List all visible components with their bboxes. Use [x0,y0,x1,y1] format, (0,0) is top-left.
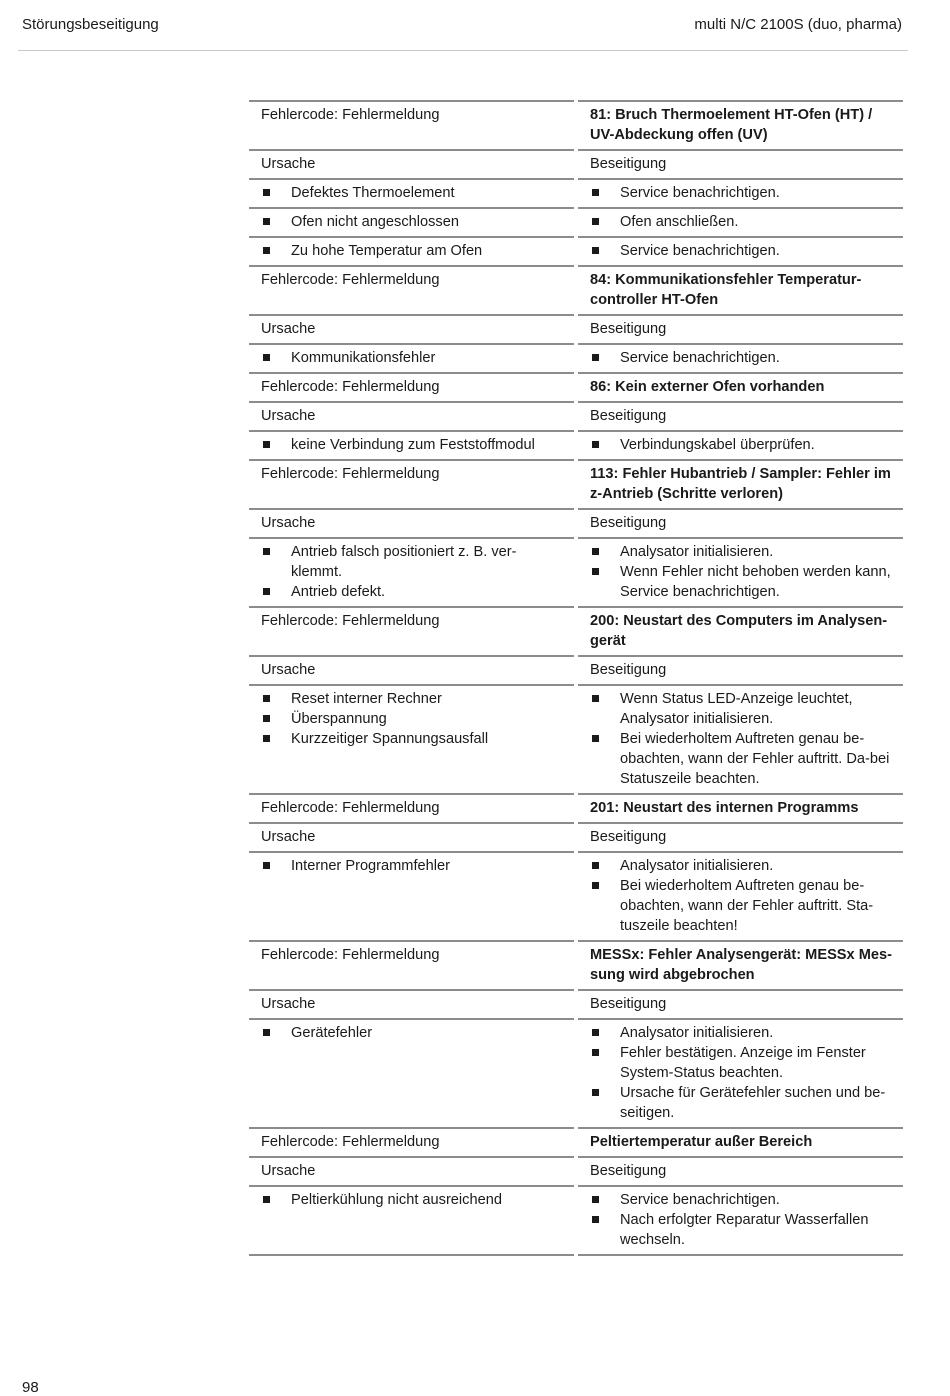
cause-remedy-row [249,236,903,265]
cause-item: Interner Programmfehler [261,856,566,876]
cause-cell [249,430,574,459]
remedy-item: Ursache für Gerätefehler suchen und be-seitigen. [590,1083,895,1123]
error-code-label: Fehlercode: Fehlermeldung [249,100,574,149]
error-message: 201: Neustart des internen Programms [578,793,903,822]
cause-item: Gerätefehler [261,1023,566,1043]
cause-item: Überspannung [261,709,566,729]
remedy-item: Wenn Fehler nicht behoben werden kann, Service benachrichtigen. [590,562,895,602]
header-rule [18,50,908,51]
cause-label: Ursache [249,1156,574,1185]
page-number: 98 [22,1379,39,1396]
cause-remedy-row [249,1185,903,1256]
column-label-row [249,149,903,178]
cause-item: keine Verbindung zum Feststoffmodul [261,435,566,455]
cause-item: Kurzzeitiger Spannungsausfall [261,729,566,749]
remedy-label: Beseitigung [578,822,903,851]
remedy-item: Service benachrichtigen. [590,241,895,261]
cause-label: Ursache [249,655,574,684]
cause-cell [249,343,574,372]
cause-item: Antrieb defekt. [261,582,566,602]
remedy-cell [578,851,903,940]
column-label-row [249,822,903,851]
remedy-item: Service benachrichtigen. [590,183,895,203]
cause-remedy-row [249,684,903,793]
cause-remedy-row [249,851,903,940]
remedy-cell [578,1185,903,1256]
cause-item: Kommunikationsfehler [261,348,566,368]
error-header-row [249,793,903,822]
remedy-label: Beseitigung [578,401,903,430]
remedy-item: Verbindungskabel überprüfen. [590,435,895,455]
error-message: 200: Neustart des Computers im Analysen-gerät [578,606,903,655]
column-label-row [249,401,903,430]
cause-remedy-row [249,537,903,606]
remedy-item: Nach erfolgter Reparatur Wasserfallen wechseln. [590,1210,895,1250]
cause-label: Ursache [249,149,574,178]
error-header-row [249,940,903,989]
error-message: 113: Fehler Hubantrieb / Sampler: Fehler im z-Antrieb (Schritte verloren) [578,459,903,508]
cause-item: Ofen nicht angeschlossen [261,212,566,232]
cause-cell [249,1185,574,1256]
remedy-item: Bei wiederholtem Auftreten genau be-obachten, wann der Fehler auftritt. Da-bei Statuszeile beachten. [590,729,895,789]
error-header-row [249,459,903,508]
remedy-label: Beseitigung [578,1156,903,1185]
error-code-label: Fehlercode: Fehlermeldung [249,793,574,822]
cause-remedy-row [249,430,903,459]
remedy-cell [578,537,903,606]
cause-cell [249,537,574,606]
remedy-label: Beseitigung [578,149,903,178]
cause-label: Ursache [249,822,574,851]
remedy-label: Beseitigung [578,508,903,537]
error-code-table [249,100,903,1256]
column-label-row [249,1156,903,1185]
cause-item: Peltierkühlung nicht ausreichend [261,1190,566,1210]
cause-item: Antrieb falsch positioniert z. B. ver-klemmt. [261,542,566,582]
column-label-row [249,989,903,1018]
error-code-label: Fehlercode: Fehlermeldung [249,265,574,314]
cause-item: Zu hohe Temperatur am Ofen [261,241,566,261]
cause-label: Ursache [249,989,574,1018]
error-message: Peltiertemperatur außer Bereich [578,1127,903,1156]
running-header-section: Störungsbeseitigung [22,16,159,33]
error-header-row [249,606,903,655]
running-header-product: multi N/C 2100S (duo, pharma) [694,16,902,33]
error-header-row [249,265,903,314]
cause-label: Ursache [249,401,574,430]
cause-item: Defektes Thermoelement [261,183,566,203]
cause-remedy-row [249,178,903,207]
error-code-label: Fehlercode: Fehlermeldung [249,940,574,989]
remedy-item: Analysator initialisieren. [590,856,895,876]
error-message: 84: Kommunikationsfehler Temperatur-controller HT-Ofen [578,265,903,314]
error-header-row [249,100,903,149]
cause-cell [249,851,574,940]
remedy-cell [578,178,903,207]
remedy-cell [578,430,903,459]
remedy-item: Bei wiederholtem Auftreten genau be-obachten, wann der Fehler auftritt. Sta-tuszeile beachten! [590,876,895,936]
remedy-item: Service benachrichtigen. [590,1190,895,1210]
cause-label: Ursache [249,314,574,343]
column-label-row [249,655,903,684]
remedy-item: Analysator initialisieren. [590,1023,895,1043]
cause-cell [249,1018,574,1127]
cause-cell [249,236,574,265]
error-message: 81: Bruch Thermoelement HT-Ofen (HT) / UV-Abdeckung offen (UV) [578,100,903,149]
remedy-item: Fehler bestätigen. Anzeige im Fenster System-Status beachten. [590,1043,895,1083]
error-message: MESSx: Fehler Analysengerät: MESSx Mes-sung wird abgebrochen [578,940,903,989]
cause-cell [249,684,574,793]
column-label-row [249,508,903,537]
remedy-label: Beseitigung [578,314,903,343]
cause-item: Reset interner Rechner [261,689,566,709]
column-label-row [249,314,903,343]
error-code-label: Fehlercode: Fehlermeldung [249,1127,574,1156]
remedy-cell [578,207,903,236]
cause-cell [249,178,574,207]
remedy-label: Beseitigung [578,989,903,1018]
cause-label: Ursache [249,508,574,537]
error-code-label: Fehlercode: Fehlermeldung [249,372,574,401]
error-code-label: Fehlercode: Fehlermeldung [249,459,574,508]
remedy-item: Service benachrichtigen. [590,348,895,368]
error-header-row [249,372,903,401]
cause-cell [249,207,574,236]
cause-remedy-row [249,207,903,236]
remedy-label: Beseitigung [578,655,903,684]
remedy-item: Wenn Status LED-Anzeige leuchtet, Analysator initialisieren. [590,689,895,729]
cause-remedy-row [249,1018,903,1127]
remedy-item: Ofen anschließen. [590,212,895,232]
error-header-row [249,1127,903,1156]
error-code-label: Fehlercode: Fehlermeldung [249,606,574,655]
cause-remedy-row [249,343,903,372]
remedy-cell [578,684,903,793]
error-message: 86: Kein externer Ofen vorhanden [578,372,903,401]
remedy-cell [578,1018,903,1127]
remedy-cell [578,236,903,265]
remedy-cell [578,343,903,372]
remedy-item: Analysator initialisieren. [590,542,895,562]
